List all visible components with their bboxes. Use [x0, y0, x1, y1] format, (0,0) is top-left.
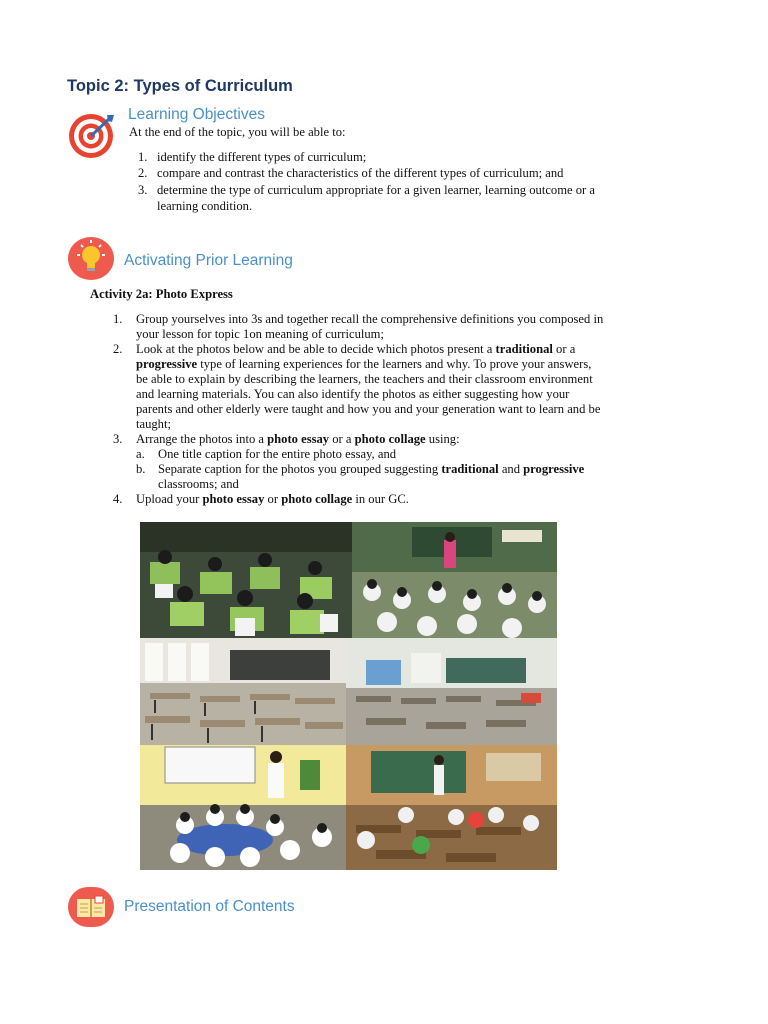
classroom-photo-4	[346, 638, 557, 745]
activity-title: Activity 2a: Photo Express	[90, 287, 233, 301]
list-item: 1. Group yourselves into 3s and together recall the comprehensive definitions you composed in your lesson for topic 1on meaning of curriculum;	[113, 312, 604, 341]
list-item: 1. identify the different types of curriculum;	[138, 150, 367, 164]
target-icon	[67, 113, 117, 159]
page-title: Topic 2: Types of Curriculum	[67, 77, 293, 95]
list-item: 3. determine the type of curriculum appropriate for a given learner, learning outcome or a learning condition.	[138, 183, 595, 213]
activating-prior-learning-heading: Activating Prior Learning	[124, 252, 293, 269]
list-item: 3. Arrange the photos into a photo essay or a photo collage using: a. One title caption for the entire photo essay, and b. Separate caption for the photos you grouped suggesting traditional and progressive classrooms; and	[113, 432, 585, 491]
book-icon	[68, 887, 114, 927]
list-item: 2. Look at the photos below and be able to decide which photos present a traditional or a progressive type of learning experiences for the learners and why. To prove your answers, be able to explain by describing the learners, the teachers and their classroom environment and learning materials. You can also identify the photos as either suggesting how your parents and other elderly were taught and how you and your generation want to learn and be taught;	[113, 342, 601, 431]
objectives-intro: At the end of the topic, you will be able to:	[129, 125, 346, 139]
presentation-of-contents-heading: Presentation of Contents	[124, 898, 295, 915]
list-item: 4. Upload your photo essay or photo collage in our GC.	[113, 492, 409, 506]
classroom-photo-3	[140, 638, 346, 745]
objectives-list	[138, 150, 698, 215]
activity-instructions	[113, 312, 713, 508]
list-item: 2. compare and contrast the characteristics of the different types of curriculum; and	[138, 166, 564, 180]
lightbulb-icon	[68, 237, 114, 280]
classroom-photo-1	[140, 522, 352, 638]
learning-objectives-heading: Learning Objectives	[128, 106, 265, 123]
classroom-photo-6	[346, 745, 557, 870]
classroom-photo-5	[140, 745, 346, 870]
classroom-photo-2	[352, 522, 557, 638]
